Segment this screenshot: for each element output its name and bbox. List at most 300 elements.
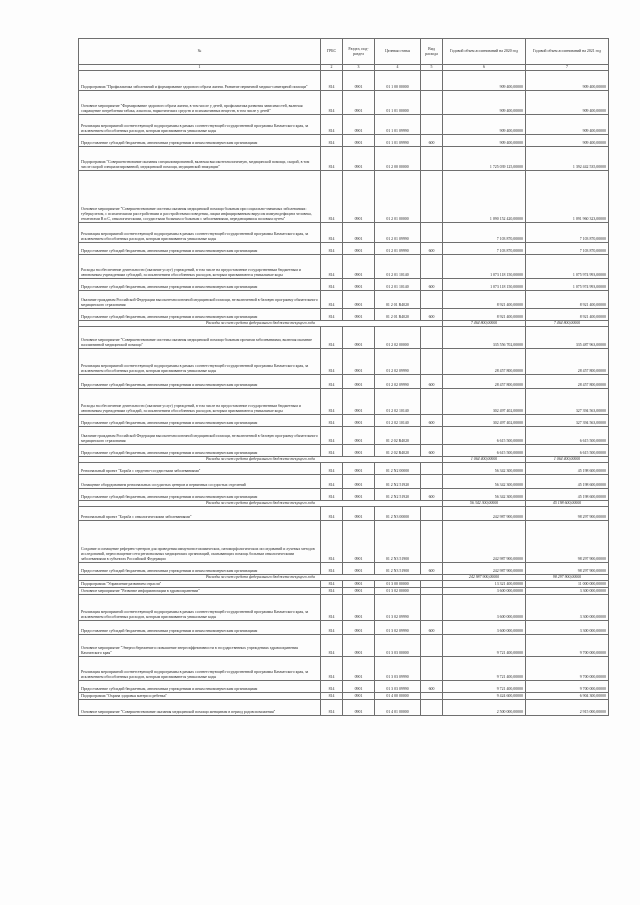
amount-2020: 9 721 400,00000: [443, 635, 526, 657]
row-vid-raskhoda: [421, 475, 443, 489]
row-vid-raskhoda: [421, 521, 443, 563]
amount-2020: 6 615 500,00000: [443, 445, 526, 457]
table-row: [79, 291, 609, 309]
row-razdel: 0901: [343, 375, 375, 389]
amount-2021: 6 615 500,00000: [526, 445, 609, 457]
row-grbs: 814: [321, 147, 343, 171]
row-tselevaya-statya: 01 2 N2 51920: [375, 489, 421, 501]
row-grbs: 814: [321, 71, 343, 91]
row-grbs: 814: [321, 445, 343, 457]
amount-2021: 45 198 600,00000: [526, 501, 609, 507]
row-grbs: 814: [321, 349, 343, 375]
row-name: Предоставление субсидий бюджетным, автономным учреждениям и иным некоммерческим организациям: [79, 681, 321, 693]
table-row: [79, 309, 609, 321]
amount-2021: 2 915 000,00000: [526, 700, 609, 716]
row-vid-raskhoda: 600: [421, 681, 443, 693]
table-row: [79, 595, 609, 621]
amount-2020: 3 600 000,00000: [443, 595, 526, 621]
amount-2021: 45 198 600,00000: [526, 475, 609, 489]
note-text: Расходы за счет средств федерального бюджета текущего года: [79, 457, 443, 463]
row-razdel: 0901: [343, 657, 375, 681]
amount-2020: 8 921 400,00000: [443, 291, 526, 309]
row-razdel: 0901: [343, 255, 375, 279]
row-tselevaya-statya: 01 2 01 10140: [375, 255, 421, 279]
row-vid-raskhoda: 600: [421, 243, 443, 255]
table-row: [79, 588, 609, 595]
amount-2021: 98 297 900,00000: [526, 507, 609, 521]
row-grbs: 814: [321, 521, 343, 563]
row-tselevaya-statya: 01 2 N3 51900: [375, 563, 421, 575]
row-name: Реализация мероприятий соответствующей подпрограммы в рамках соответствующей государственной программы Камчатского края, за исключением обособленных расходов, которым присваиваются уникальные коды: [79, 595, 321, 621]
row-grbs: 814: [321, 581, 343, 588]
row-razdel: 0901: [343, 693, 375, 700]
row-grbs: 814: [321, 563, 343, 575]
row-razdel: 0901: [343, 507, 375, 521]
row-name: Предоставление субсидий бюджетным, автономным учреждениям и иным некоммерческим организациям: [79, 309, 321, 321]
row-tselevaya-statya: 01 2 01 R4020: [375, 291, 421, 309]
header-razdel: Раздел, под-раздел: [343, 39, 375, 65]
amount-2020: 8 921 400,00000: [443, 309, 526, 321]
row-name: Реализация мероприятий соответствующей подпрограммы в рамках соответствующей государственной программы Камчатского края, за исключением обособленных расходов, которым присваиваются уникальные коды: [79, 115, 321, 135]
amount-2021: 909 400,00000: [526, 91, 609, 115]
row-tselevaya-statya: 01 2 00 00000: [375, 147, 421, 171]
row-tselevaya-statya: 01 2 02 R4020: [375, 427, 421, 445]
row-grbs: 814: [321, 681, 343, 693]
amount-2020: 909 400,00000: [443, 135, 526, 147]
row-grbs: 814: [321, 427, 343, 445]
row-name: Предоставление субсидий бюджетным, автономным учреждениям и иным некоммерческим организациям: [79, 375, 321, 389]
table-row: [79, 375, 609, 389]
amount-2020: 242 987 900,00000: [443, 507, 526, 521]
row-name: Расходы на обеспечение деятельности (оказание услуг) учреждений, в том числе на предоставление государственным бюджетным и автономным учреждениям субсидий, за исключением обособленных расходов, которым присваиваются уникальные коды: [79, 255, 321, 279]
row-tselevaya-statya: 01 1 01 09990: [375, 135, 421, 147]
row-tselevaya-statya: 01 2 02 00000: [375, 327, 421, 349]
amount-2021: 3 300 000,00000: [526, 595, 609, 621]
amount-2021: 1 064 400,00000: [526, 457, 609, 463]
amount-2020: 13 321 400,00000: [443, 581, 526, 588]
table-row: [79, 115, 609, 135]
row-vid-raskhoda: [421, 389, 443, 415]
amount-2020: 909 400,00000: [443, 115, 526, 135]
row-vid-raskhoda: [421, 507, 443, 521]
amount-2020: 909 400,00000: [443, 91, 526, 115]
row-name: Реализация мероприятий соответствующей подпрограммы в рамках соответствующей государственной программы Камчатского края, за исключением обособленных расходов, которым присваиваются уникальные коды: [79, 349, 321, 375]
amount-2020: 56 342 300,00000: [443, 501, 526, 507]
row-razdel: 0901: [343, 91, 375, 115]
row-grbs: 814: [321, 309, 343, 321]
row-grbs: 814: [321, 657, 343, 681]
budget-table: [78, 38, 609, 716]
row-vid-raskhoda: 600: [421, 621, 443, 635]
row-name: Предоставление субсидий бюджетным, автономным учреждениям и иным некоммерческим организациям: [79, 415, 321, 427]
row-razdel: 0901: [343, 115, 375, 135]
amount-2020: 56 342 300,00000: [443, 475, 526, 489]
table-row: [79, 700, 609, 716]
header-tselevaya-statya: Целевая статья: [375, 39, 421, 65]
row-grbs: 814: [321, 255, 343, 279]
row-vid-raskhoda: [421, 255, 443, 279]
row-razdel: 0901: [343, 475, 375, 489]
row-name: Региональный проект "Борьба с сердечно-сосудистыми заболеваниями": [79, 463, 321, 475]
table-row: [79, 475, 609, 489]
note-text: Расходы за счет средств федерального бюджета текущего года: [79, 575, 443, 581]
row-vid-raskhoda: [421, 171, 443, 223]
table-row: [79, 415, 609, 427]
row-razdel: 0901: [343, 700, 375, 716]
row-grbs: 814: [321, 223, 343, 243]
table-row: [79, 71, 609, 91]
amount-2020: 3 600 000,00000: [443, 588, 526, 595]
amount-2021: 3 300 000,00000: [526, 621, 609, 635]
row-name: Основное мероприятие "Формирование здорового образа жизни, в том числе у детей, профилактика развития зависимостей, включая сокращение потребления табака, алкоголя, наркотических средств и психоактивных веществ, в том числе у детей": [79, 91, 321, 115]
row-vid-raskhoda: [421, 223, 443, 243]
amount-2021: 7 103 870,00000: [526, 223, 609, 243]
row-tselevaya-statya: 01 2 02 10140: [375, 415, 421, 427]
table-row: [79, 91, 609, 115]
row-grbs: 814: [321, 463, 343, 475]
row-vid-raskhoda: [421, 693, 443, 700]
row-tselevaya-statya: 01 3 03 00000: [375, 635, 421, 657]
row-tselevaya-statya: 01 3 03 09990: [375, 657, 421, 681]
row-tselevaya-statya: 01 1 00 00000: [375, 71, 421, 91]
row-name: Реализация мероприятий соответствующей подпрограммы в рамках соответствующей государственной программы Камчатского края, за исключением обособленных расходов, которым присваиваются уникальные коды: [79, 223, 321, 243]
row-razdel: 0901: [343, 415, 375, 427]
amount-2021: 3 300 000,00000: [526, 588, 609, 595]
amount-2020: 7 103 870,00000: [443, 243, 526, 255]
amount-2021: 98 297 900,00000: [526, 521, 609, 563]
row-razdel: 0901: [343, 595, 375, 621]
header-grbs: ГРБС: [321, 39, 343, 65]
amount-2020: 242 987 900,00000: [443, 575, 526, 581]
row-tselevaya-statya: 01 4 00 00000: [375, 693, 421, 700]
amount-2020: 7 464 800,00000: [443, 321, 526, 327]
row-vid-raskhoda: 600: [421, 375, 443, 389]
row-tselevaya-statya: 01 2 N2 00000: [375, 463, 421, 475]
amount-2021: 98 297 900,00000: [526, 563, 609, 575]
table-row: [79, 171, 609, 223]
row-name: Основное мероприятие "Энергосбережение и повышение энергоэффективности в государственных учреждениях здравоохранения Камчатского края": [79, 635, 321, 657]
amount-2020: 242 987 900,00000: [443, 521, 526, 563]
row-vid-raskhoda: [421, 147, 443, 171]
amount-2020: 302 497 402,00000: [443, 415, 526, 427]
row-grbs: 814: [321, 115, 343, 135]
column-number: 5: [421, 65, 443, 71]
column-number: 2: [321, 65, 343, 71]
row-tselevaya-statya: 01 3 03 09990: [375, 681, 421, 693]
row-razdel: 0901: [343, 463, 375, 475]
amount-2021: 1 392 442 535,00000: [526, 147, 609, 171]
row-tselevaya-statya: 01 2 01 R4020: [375, 309, 421, 321]
row-razdel: 0901: [343, 171, 375, 223]
table-row: [79, 255, 609, 279]
table-row: [79, 489, 609, 501]
row-name: Предоставление субсидий бюджетным, автономным учреждениям и иным некоммерческим организациям: [79, 563, 321, 575]
row-name: Подпрограмма "Профилактика заболеваний и формирование здорового образа жизни. Развитие первичной медико-санитарной помощи": [79, 71, 321, 91]
row-razdel: 0901: [343, 389, 375, 415]
note-text: Расходы за счет средств федерального бюджета текущего года: [79, 501, 443, 507]
table-row: [79, 693, 609, 700]
header-number: №: [79, 39, 321, 65]
row-vid-raskhoda: [421, 291, 443, 309]
row-name: Оказание гражданам Российской Федерации высокотехнологичной медицинской помощи, не включенной в базовую программу обязательного медицинского страхования: [79, 427, 321, 445]
amount-2020: 242 987 900,00000: [443, 563, 526, 575]
amount-2020: 7 103 870,00000: [443, 223, 526, 243]
row-vid-raskhoda: 600: [421, 489, 443, 501]
column-number: 4: [375, 65, 421, 71]
row-grbs: 814: [321, 415, 343, 427]
row-grbs: 814: [321, 595, 343, 621]
row-razdel: 0901: [343, 588, 375, 595]
row-tselevaya-statya: 01 4 01 00000: [375, 700, 421, 716]
table-row: [79, 279, 609, 291]
table-row: [79, 243, 609, 255]
amount-2020: 1 725 039 125,00000: [443, 147, 526, 171]
row-tselevaya-statya: 01 3 02 09990: [375, 595, 421, 621]
row-grbs: 814: [321, 375, 343, 389]
amount-2021: 8 921 400,00000: [526, 309, 609, 321]
row-grbs: 814: [321, 700, 343, 716]
column-number: 7: [526, 65, 609, 71]
column-number: 1: [79, 65, 321, 71]
note-text: Расходы за счет средств федерального бюджета текущего года: [79, 321, 443, 327]
row-razdel: 0901: [343, 147, 375, 171]
row-grbs: 814: [321, 135, 343, 147]
amount-2021: 1 075 974 993,00000: [526, 255, 609, 279]
table-row: [79, 427, 609, 445]
row-tselevaya-statya: 01 2 01 09990: [375, 243, 421, 255]
row-vid-raskhoda: [421, 91, 443, 115]
amount-2020: 9 721 400,00000: [443, 681, 526, 693]
amount-2020: 56 342 300,00000: [443, 489, 526, 501]
row-razdel: 0901: [343, 681, 375, 693]
row-vid-raskhoda: 600: [421, 309, 443, 321]
row-vid-raskhoda: [421, 588, 443, 595]
table-row: [79, 445, 609, 457]
column-number: 6: [443, 65, 526, 71]
row-name: Расходы на обеспечение деятельности (оказание услуг) учреждений, в том числе на предоставление государственным бюджетным и автономным учреждениям субсидий, за исключением обособленных расходов, которым присваиваются уникальные коды: [79, 389, 321, 415]
amount-2021: 8 921 400,00000: [526, 291, 609, 309]
row-razdel: 0901: [343, 521, 375, 563]
row-name: Основное мероприятие "Совершенствование системы оказания медицинской помощи больным при социально-значимых заболеваниях: туберкулезом, с психическими расстройствами и расстройствами поведения, лицам инфицированным вирусом иммунодефицита человека, гепатитами В и С, онкологическими, сосудистыми больным и больным с заболеваниями, передающимися половым путем": [79, 171, 321, 223]
amount-2020: 56 342 300,00000: [443, 463, 526, 475]
row-name: Предоставление субсидий бюджетным, автономным учреждениям и иным некоммерческим организациям: [79, 279, 321, 291]
table-row: [79, 349, 609, 375]
row-razdel: 0901: [343, 327, 375, 349]
row-name: Предоставление субсидий бюджетным, автономным учреждениям и иным некоммерческим организациям: [79, 621, 321, 635]
row-name: Оказание гражданам Российской Федерации высокотехнологичной медицинской помощи, не включенной в базовую программу обязательного медицинского страхования: [79, 291, 321, 309]
header-year-2021: Годовой объем ассигнований на 2021 год: [526, 39, 609, 65]
amount-2021: 6 615 500,00000: [526, 427, 609, 445]
row-tselevaya-statya: 01 2 02 R4020: [375, 445, 421, 457]
amount-2020: 1 073 118 150,00000: [443, 255, 526, 279]
row-grbs: 814: [321, 389, 343, 415]
row-razdel: 0901: [343, 563, 375, 575]
row-razdel: 0901: [343, 427, 375, 445]
row-vid-raskhoda: 600: [421, 563, 443, 575]
amount-2020: 3 600 000,00000: [443, 621, 526, 635]
table-row: [79, 223, 609, 243]
row-vid-raskhoda: [421, 71, 443, 91]
row-tselevaya-statya: 01 2 02 10140: [375, 389, 421, 415]
table-row: [79, 621, 609, 635]
amount-2020: 909 400,00000: [443, 71, 526, 91]
row-razdel: 0901: [343, 445, 375, 457]
row-vid-raskhoda: [421, 595, 443, 621]
row-vid-raskhoda: 600: [421, 135, 443, 147]
column-number: 3: [343, 65, 375, 71]
row-grbs: 814: [321, 243, 343, 255]
row-name: Региональный проект "Борьба с онкологическими заболеваниями": [79, 507, 321, 521]
row-grbs: 814: [321, 171, 343, 223]
row-vid-raskhoda: [421, 327, 443, 349]
row-grbs: 814: [321, 588, 343, 595]
row-vid-raskhoda: [421, 700, 443, 716]
amount-2021: 28 457 800,00000: [526, 349, 609, 375]
row-name: Основное мероприятие "Развитие информатизации в здравоохранении": [79, 588, 321, 595]
row-name: Подпрограмма "Управление развитием отрасли": [79, 581, 321, 588]
row-name: Подпрограмма "Совершенствование оказания специализированной, включая высокотехнологичную, медицинской помощи, скорой, в том числе скорой специализированной, медицинской помощи, медицинской эвакуации": [79, 147, 321, 171]
row-tselevaya-statya: 01 2 01 09990: [375, 223, 421, 243]
row-name: Основное мероприятие "Совершенствование оказания медицинской помощи женщинам в период родовспоможения": [79, 700, 321, 716]
table-row: [79, 327, 609, 349]
table-row: [79, 463, 609, 475]
row-vid-raskhoda: [421, 115, 443, 135]
amount-2021: 11 000 000,00000: [526, 581, 609, 588]
amount-2021: 9 700 000,00000: [526, 635, 609, 657]
row-vid-raskhoda: [421, 581, 443, 588]
row-grbs: 814: [321, 507, 343, 521]
table-row: [79, 147, 609, 171]
amount-2021: 45 198 600,00000: [526, 489, 609, 501]
amount-2021: 9 700 000,00000: [526, 657, 609, 681]
row-razdel: 0901: [343, 223, 375, 243]
row-grbs: 814: [321, 291, 343, 309]
amount-2021: 28 457 800,00000: [526, 375, 609, 389]
row-vid-raskhoda: [421, 657, 443, 681]
row-razdel: 0901: [343, 135, 375, 147]
row-tselevaya-statya: 01 2 N3 51900: [375, 521, 421, 563]
row-grbs: 814: [321, 327, 343, 349]
row-grbs: 814: [321, 475, 343, 489]
amount-2020: 335 556 702,00000: [443, 327, 526, 349]
amount-2020: 28 457 800,00000: [443, 375, 526, 389]
row-razdel: 0901: [343, 635, 375, 657]
table-row: [79, 581, 609, 588]
row-tselevaya-statya: 01 3 02 09990: [375, 621, 421, 635]
row-vid-raskhoda: 600: [421, 279, 443, 291]
row-razdel: 0901: [343, 291, 375, 309]
amount-2021: 909 400,00000: [526, 115, 609, 135]
row-tselevaya-statya: 01 3 02 00000: [375, 588, 421, 595]
row-razdel: 0901: [343, 71, 375, 91]
table-row: [79, 389, 609, 415]
row-tselevaya-statya: 01 2 01 10140: [375, 279, 421, 291]
row-vid-raskhoda: [421, 463, 443, 475]
row-name: Предоставление субсидий бюджетным, автономным учреждениям и иным некоммерческим организациям: [79, 445, 321, 457]
row-name: Подпрограмма "Охрана здоровья матери и ребенка": [79, 693, 321, 700]
amount-2020: 1 090 152 420,00000: [443, 171, 526, 223]
row-name: Создание и оснащение референс-центров для проведения иммуногистохимических, патоморфологических исследований и лучевых методов исследований, переоснащение сети региональных медицинских организаций, оказывающих помощь больным онкологическими заболеваниями в субъектах Российской Федерации: [79, 521, 321, 563]
amount-2021: 98 297 900,00000: [526, 575, 609, 581]
row-tselevaya-statya: 01 2 01 00000: [375, 171, 421, 223]
amount-2021: 45 198 600,00000: [526, 463, 609, 475]
amount-2021: 6 904 300,00000: [526, 693, 609, 700]
amount-2020: 1 064 400,00000: [443, 457, 526, 463]
amount-2021: 327 394 563,00000: [526, 389, 609, 415]
row-name: Предоставление субсидий бюджетным, автономным учреждениям и иным некоммерческим организациям: [79, 243, 321, 255]
row-name: Предоставление субсидий бюджетным, автономным учреждениям и иным некоммерческим организациям: [79, 135, 321, 147]
table-row: [79, 563, 609, 575]
row-tselevaya-statya: 01 2 02 09990: [375, 375, 421, 389]
amount-2021: 1 075 974 993,00000: [526, 279, 609, 291]
row-tselevaya-statya: 01 2 N2 51920: [375, 475, 421, 489]
amount-2020: 9 721 400,00000: [443, 657, 526, 681]
row-razdel: 0901: [343, 489, 375, 501]
row-razdel: 0901: [343, 581, 375, 588]
amount-2020: 9 424 600,00000: [443, 693, 526, 700]
row-vid-raskhoda: [421, 635, 443, 657]
row-grbs: 814: [321, 91, 343, 115]
row-tselevaya-statya: 01 1 01 09990: [375, 115, 421, 135]
row-name: Реализация мероприятий соответствующей подпрограммы в рамках соответствующей государственной программы Камчатского края, за исключением обособленных расходов, которым присваиваются уникальные коды: [79, 657, 321, 681]
row-tselevaya-statya: 01 2 N3 00000: [375, 507, 421, 521]
amount-2021: 909 400,00000: [526, 71, 609, 91]
row-grbs: 814: [321, 621, 343, 635]
amount-2021: 9 700 000,00000: [526, 681, 609, 693]
row-tselevaya-statya: 01 2 02 09990: [375, 349, 421, 375]
row-vid-raskhoda: [421, 427, 443, 445]
row-razdel: 0901: [343, 309, 375, 321]
row-vid-raskhoda: 600: [421, 445, 443, 457]
table-row: [79, 521, 609, 563]
row-grbs: 814: [321, 635, 343, 657]
row-tselevaya-statya: 01 1 01 00000: [375, 91, 421, 115]
row-grbs: 814: [321, 693, 343, 700]
header-year-2020: Годовой объем ассигнований на 2020 год: [443, 39, 526, 65]
row-name: Оснащение оборудованием региональных сосудистых центров и первичных сосудистых отделений: [79, 475, 321, 489]
header-vid-raskhoda: Вид расхода: [421, 39, 443, 65]
row-name: Предоставление субсидий бюджетным, автономным учреждениям и иным некоммерческим организациям: [79, 489, 321, 501]
amount-2021: 335 487 963,00000: [526, 327, 609, 349]
table-row: [79, 681, 609, 693]
amount-2021: 327 394 563,00000: [526, 415, 609, 427]
table-row: [79, 635, 609, 657]
amount-2021: 7 103 870,00000: [526, 243, 609, 255]
row-razdel: 0901: [343, 279, 375, 291]
row-razdel: 0901: [343, 349, 375, 375]
amount-2020: 28 457 800,00000: [443, 349, 526, 375]
table-row: [79, 657, 609, 681]
table-row: [79, 135, 609, 147]
row-razdel: 0901: [343, 621, 375, 635]
row-tselevaya-statya: 01 3 00 00000: [375, 581, 421, 588]
amount-2020: 2 500 000,00000: [443, 700, 526, 716]
amount-2021: 909 400,00000: [526, 135, 609, 147]
row-grbs: 814: [321, 489, 343, 501]
amount-2020: 1 073 118 150,00000: [443, 279, 526, 291]
table-row: [79, 507, 609, 521]
amount-2020: 6 615 500,00000: [443, 427, 526, 445]
row-vid-raskhoda: 600: [421, 415, 443, 427]
row-vid-raskhoda: [421, 349, 443, 375]
table-body: [79, 71, 609, 716]
row-grbs: 814: [321, 279, 343, 291]
amount-2021: 1 091 960 323,00000: [526, 171, 609, 223]
row-razdel: 0901: [343, 243, 375, 255]
amount-2020: 302 497 402,00000: [443, 389, 526, 415]
row-name: Основное мероприятие "Совершенствование системы оказания медицинской помощи больным прочими заболеваниями, включая оказание паллиативной медицинской помощи": [79, 327, 321, 349]
amount-2021: 7 464 800,00000: [526, 321, 609, 327]
